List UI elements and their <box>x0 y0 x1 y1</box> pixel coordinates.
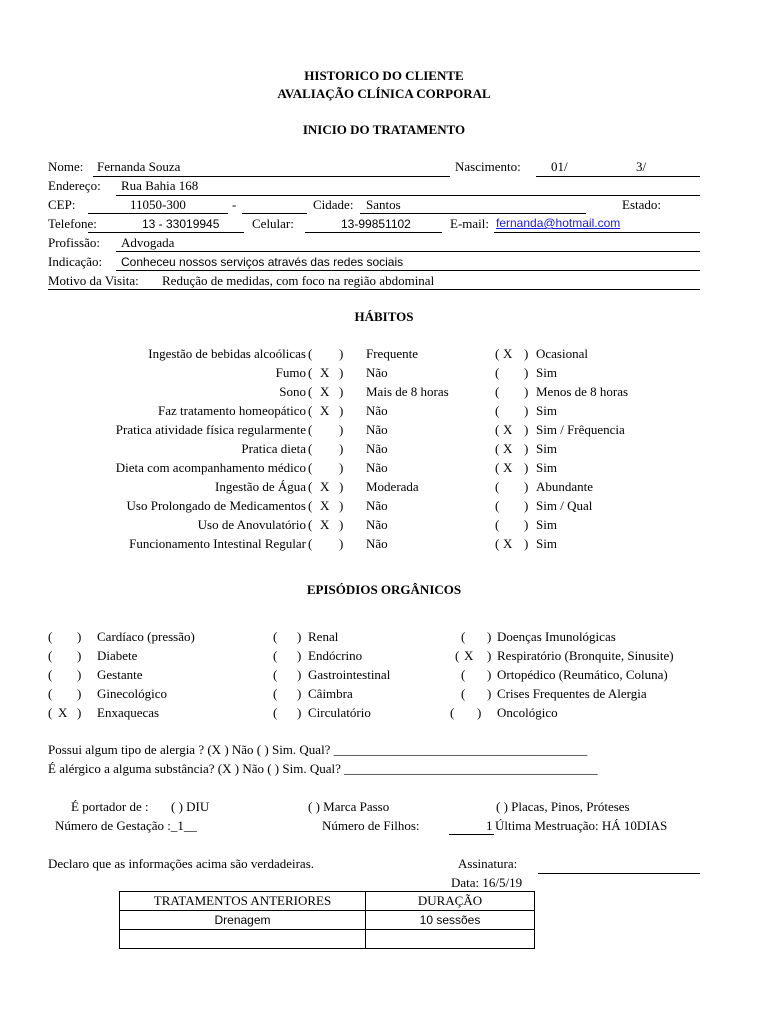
filhos-underline <box>449 834 494 835</box>
episodio-checkbox[interactable]: ( <box>273 629 278 644</box>
habito-checkbox-1-close: ) <box>339 346 344 361</box>
episodios-title: EPISÓDIOS ORGÂNICOS <box>306 582 462 597</box>
habito-option-1: Não <box>366 517 388 532</box>
episodio-label: Enxaquecas <box>97 705 160 720</box>
habito-question: Fumo <box>275 365 306 380</box>
habito-checkbox-2-close: ) <box>524 479 529 494</box>
episodio-label: Respiratório (Bronquite, Sinusite) <box>497 648 674 663</box>
profissao-underline <box>116 251 700 252</box>
habito-checkbox-1-close: ) <box>339 384 344 399</box>
habito-mark-1: X <box>320 517 330 532</box>
habito-question: Funcionamento Intestinal Regular <box>129 536 306 551</box>
telefone-underline <box>88 232 244 233</box>
table-cell-duracao[interactable] <box>366 930 535 949</box>
episodio-label: Oncológico <box>497 705 558 720</box>
episodio-label: Gastrointestinal <box>308 667 391 682</box>
episodio-label: Ginecológico <box>97 686 168 701</box>
episodio-checkbox-close: ) <box>297 686 302 701</box>
nome-field[interactable]: Fernanda Souza <box>97 159 181 174</box>
habito-option-2: Menos de 8 horas <box>536 384 629 399</box>
declaracao-text: Declaro que as informações acima são verdadeiras. <box>48 856 315 871</box>
habito-question: Uso de Anovulatório <box>197 517 306 532</box>
habito-option-2: Sim <box>536 365 557 380</box>
habito-checkbox-1[interactable]: ( <box>308 536 313 551</box>
habito-question: Sono <box>279 384 306 399</box>
habito-checkbox-1-close: ) <box>339 365 344 380</box>
motivo-underline <box>48 289 700 290</box>
episodio-checkbox[interactable]: ( <box>450 705 455 720</box>
habito-checkbox-1-close: ) <box>339 517 344 532</box>
habito-question: Pratica dieta <box>241 441 306 456</box>
habito-checkbox-2[interactable]: ( <box>495 517 500 532</box>
habito-option-1: Não <box>366 441 388 456</box>
table-header-duracao: DURAÇÃO <box>366 892 535 911</box>
episodio-checkbox[interactable]: ( <box>48 686 53 701</box>
habito-question: Ingestão de Água <box>215 479 306 494</box>
telefone-field[interactable]: 13 - 33019945 <box>142 217 220 231</box>
episodio-checkbox[interactable]: ( <box>48 705 53 720</box>
habito-checkbox-1-close: ) <box>339 403 344 418</box>
episodio-checkbox[interactable]: ( <box>48 648 53 663</box>
habito-question: Faz tratamento homeopático <box>157 403 306 418</box>
habito-checkbox-2[interactable]: ( <box>495 365 500 380</box>
habito-mark-2: X <box>503 441 513 456</box>
assinatura-line[interactable] <box>538 873 700 874</box>
nascimento-label: Nascimento: <box>455 159 521 174</box>
episodio-label: Crises Frequentes de Alergia <box>497 686 647 701</box>
habito-option-2: Sim <box>536 441 557 456</box>
habito-checkbox-2-close: ) <box>524 365 529 380</box>
episodio-checkbox[interactable]: ( <box>273 705 278 720</box>
habito-option-2: Sim <box>536 403 557 418</box>
habito-checkbox-1-close: ) <box>339 441 344 456</box>
celular-field[interactable]: 13-99851102 <box>341 217 411 231</box>
section-title-inicio: INICIO DO TRATAMENTO <box>302 122 466 137</box>
episodio-checkbox-close: ) <box>487 686 492 701</box>
habito-option-2: Sim <box>536 536 557 551</box>
episodio-checkbox-close: ) <box>477 705 482 720</box>
celular-underline <box>305 232 442 233</box>
episodio-checkbox-close: ) <box>487 629 492 644</box>
placas-checkbox[interactable]: ( ) Placas, Pinos, Próteses <box>496 799 630 814</box>
habito-checkbox-1-close: ) <box>339 498 344 513</box>
episodio-checkbox[interactable]: ( <box>273 667 278 682</box>
episodio-checkbox-close: ) <box>487 667 492 682</box>
habito-question: Dieta com acompanhamento médico <box>115 460 306 475</box>
habito-checkbox-2[interactable]: ( <box>495 384 500 399</box>
episodio-checkbox-close: ) <box>77 667 82 682</box>
habito-option-2: Sim / Qual <box>536 498 593 513</box>
endereco-underline <box>116 195 700 196</box>
habito-checkbox-1-close: ) <box>339 422 344 437</box>
habito-checkbox-2[interactable]: ( <box>495 479 500 494</box>
cep-underline <box>88 213 228 214</box>
habito-question: Uso Prolongado de Medicamentos <box>126 498 306 513</box>
habito-checkbox-1[interactable]: ( <box>308 498 313 513</box>
diu-checkbox[interactable]: ( ) DIU <box>171 799 210 814</box>
habito-checkbox-2[interactable]: ( <box>495 422 500 437</box>
habito-checkbox-2[interactable]: ( <box>495 460 500 475</box>
habito-mark-1: X <box>320 403 330 418</box>
endereco-label: Endereço: <box>48 178 101 193</box>
habito-checkbox-2-close: ) <box>524 536 529 551</box>
habito-checkbox-1[interactable]: ( <box>308 517 313 532</box>
nome-underline <box>93 176 450 177</box>
habito-checkbox-2[interactable]: ( <box>495 536 500 551</box>
nascimento-day-field[interactable]: 01/ <box>551 159 568 174</box>
marca-passo-checkbox[interactable]: ( ) Marca Passo <box>308 799 390 814</box>
assinatura-label: Assinatura: <box>458 856 518 871</box>
episodio-label: Ortopédico (Reumático, Coluna) <box>497 667 668 682</box>
indicacao-label: Indicação: <box>48 254 103 269</box>
habito-checkbox-2[interactable]: ( <box>495 441 500 456</box>
table-cell-tratamento[interactable]: Drenagem <box>120 911 366 930</box>
habito-mark-1: X <box>320 498 330 513</box>
alergia-question: Possui algum tipo de alergia ? (X ) Não ( ) Sim. Qual? _______________________________________ <box>48 742 588 757</box>
habito-option-1: Não <box>366 460 388 475</box>
habito-option-2: Sim <box>536 460 557 475</box>
habito-checkbox-1-close: ) <box>339 536 344 551</box>
filhos-label: Número de Filhos: <box>322 818 420 833</box>
cidade-label: Cidade: <box>313 197 354 212</box>
habito-checkbox-1[interactable]: ( <box>308 422 313 437</box>
portador-label: É portador de : <box>71 799 149 814</box>
motivo-field[interactable]: Redução de medidas, com foco na região abdominal <box>162 273 435 288</box>
indicacao-underline <box>116 270 700 271</box>
episodio-label: Cardíaco (pressão) <box>97 629 195 644</box>
habito-checkbox-2-close: ) <box>524 346 529 361</box>
episodio-checkbox-close: ) <box>297 648 302 663</box>
episodio-checkbox[interactable]: ( <box>461 667 466 682</box>
episodio-mark: X <box>58 705 68 720</box>
habito-mark-2: X <box>503 460 513 475</box>
habito-option-2: Abundante <box>536 479 594 494</box>
habito-checkbox-1[interactable]: ( <box>308 479 313 494</box>
habito-option-2: Sim / Frêquencia <box>536 422 625 437</box>
data-field[interactable]: Data: 16/5/19 <box>451 875 523 890</box>
table-row <box>120 930 535 949</box>
habito-mark-1: X <box>320 384 330 399</box>
habito-question: Ingestão de bebidas alcoólicas <box>148 346 306 361</box>
table-header-row <box>120 892 535 911</box>
episodio-checkbox-close: ) <box>77 705 82 720</box>
table-cell-tratamento[interactable] <box>120 930 366 949</box>
table-cell-duracao[interactable]: 10 sessões <box>366 911 535 930</box>
habito-checkbox-1[interactable]: ( <box>308 365 313 380</box>
episodio-checkbox-close: ) <box>77 648 82 663</box>
indicacao-field[interactable]: Conheceu nossos serviços através das redes sociais <box>121 255 404 269</box>
form-subtitle: AVALIAÇÃO CLÍNICA CORPORAL <box>277 86 491 101</box>
cep-field[interactable]: 11050-300 <box>130 197 186 212</box>
episodio-checkbox[interactable]: ( <box>48 629 53 644</box>
habito-checkbox-2[interactable]: ( <box>495 403 500 418</box>
habito-checkbox-2-close: ) <box>524 441 529 456</box>
episodio-label: Gestante <box>97 667 143 682</box>
habito-option-1: Frequente <box>366 346 418 361</box>
episodio-checkbox[interactable]: ( <box>455 648 460 663</box>
habito-option-1: Moderada <box>366 479 419 494</box>
habito-checkbox-1[interactable]: ( <box>308 403 313 418</box>
episodio-label: Circulatório <box>308 705 371 720</box>
episodio-checkbox-close: ) <box>77 629 82 644</box>
telefone-label: Telefone: <box>48 216 97 231</box>
nascimento-month-field[interactable]: 3/ <box>636 159 647 174</box>
gestacao-field[interactable]: Número de Gestação :_1__ <box>55 818 197 833</box>
habito-checkbox-2[interactable]: ( <box>495 498 500 513</box>
nascimento-underline <box>536 176 700 177</box>
habito-checkbox-1[interactable]: ( <box>308 384 313 399</box>
habito-option-1: Não <box>366 498 388 513</box>
habito-option-1: Não <box>366 422 388 437</box>
episodio-mark: X <box>464 648 474 663</box>
table-header-tratamentos: TRATAMENTOS ANTERIORES <box>120 892 366 911</box>
habito-option-1: Não <box>366 536 388 551</box>
habito-checkbox-2-close: ) <box>524 384 529 399</box>
profissao-label: Profissão: <box>48 235 100 250</box>
habito-checkbox-1[interactable]: ( <box>308 460 313 475</box>
habito-mark-2: X <box>503 536 513 551</box>
cidade-underline <box>360 213 586 214</box>
habito-checkbox-2-close: ) <box>524 498 529 513</box>
mestruacao-field[interactable]: Última Mestruação: HÁ 10DIAS <box>495 818 668 833</box>
habito-checkbox-1-close: ) <box>339 479 344 494</box>
habito-option-2: Ocasional <box>536 346 588 361</box>
episodio-label: Diabete <box>97 648 138 663</box>
cep-dash: - <box>232 197 237 212</box>
habito-mark-2: X <box>503 422 513 437</box>
episodio-label: Endócrino <box>308 648 363 663</box>
email-underline <box>494 232 700 233</box>
habito-option-2: Sim <box>536 517 557 532</box>
habito-option-1: Não <box>366 403 388 418</box>
habito-option-1: Não <box>366 365 388 380</box>
habito-checkbox-2-close: ) <box>524 403 529 418</box>
table-row <box>120 911 535 930</box>
episodio-checkbox-close: ) <box>77 686 82 701</box>
episodio-checkbox-close: ) <box>487 648 492 663</box>
endereco-field[interactable]: Rua Bahia 168 <box>121 178 199 193</box>
form-title: HISTORICO DO CLIENTE <box>304 68 464 83</box>
habito-checkbox-2-close: ) <box>524 460 529 475</box>
episodio-label: Renal <box>308 629 339 644</box>
episodio-label: Câimbra <box>308 686 353 701</box>
email-link[interactable]: fernanda@hotmail.com <box>496 216 621 230</box>
episodio-label: Doenças Imunológicas <box>497 629 616 644</box>
habito-checkbox-1[interactable]: ( <box>308 346 313 361</box>
profissao-field[interactable]: Advogada <box>121 235 175 250</box>
habito-mark-1: X <box>320 479 330 494</box>
habito-checkbox-2-close: ) <box>524 517 529 532</box>
episodio-checkbox[interactable]: ( <box>461 686 466 701</box>
tratamentos-table <box>119 891 535 949</box>
cidade-field[interactable]: Santos <box>366 197 401 212</box>
episodio-checkbox-close: ) <box>297 667 302 682</box>
celular-label: Celular: <box>252 216 294 231</box>
episodio-checkbox-close: ) <box>297 629 302 644</box>
habito-question: Pratica atividade física regularmente <box>115 422 306 437</box>
episodio-checkbox[interactable]: ( <box>461 629 466 644</box>
motivo-label: Motivo da Visita: <box>48 273 139 288</box>
episodio-checkbox-close: ) <box>297 705 302 720</box>
episodio-checkbox[interactable]: ( <box>273 648 278 663</box>
cep-label: CEP: <box>48 197 76 212</box>
habito-option-1: Mais de 8 horas <box>366 384 449 399</box>
habito-checkbox-1-close: ) <box>339 460 344 475</box>
email-label: E-mail: <box>450 216 489 231</box>
habito-checkbox-1[interactable]: ( <box>308 441 313 456</box>
habito-checkbox-2-close: ) <box>524 422 529 437</box>
nome-label: Nome: <box>48 159 84 174</box>
habitos-title: HÁBITOS <box>354 309 414 324</box>
substancia-question: É alérgico a alguma substância? (X ) Não ( ) Sim. Qual? _______________________________________ <box>48 761 598 776</box>
habito-checkbox-2[interactable]: ( <box>495 346 500 361</box>
cep-suffix-underline <box>242 213 307 214</box>
episodio-checkbox[interactable]: ( <box>48 667 53 682</box>
habito-mark-2: X <box>503 346 513 361</box>
estado-label: Estado: <box>622 197 661 212</box>
filhos-field[interactable]: 1 <box>486 818 493 833</box>
habito-mark-1: X <box>320 365 330 380</box>
episodio-checkbox[interactable]: ( <box>273 686 278 701</box>
